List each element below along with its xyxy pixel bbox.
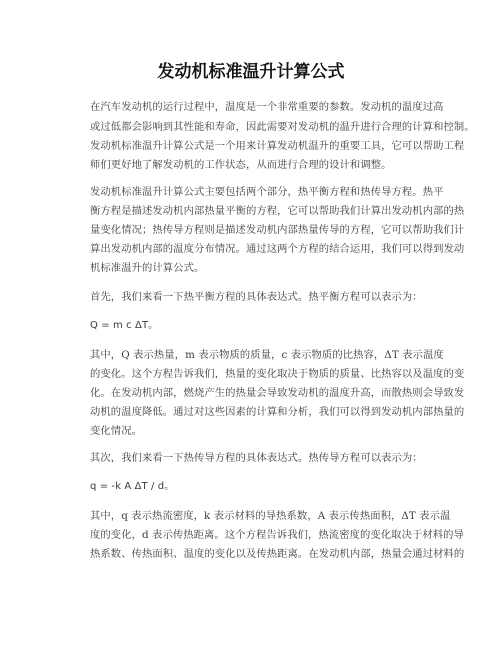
paragraph-line: 其中，q 表示热流密度，k 表示材料的导热系数，A 表示传热面积，ΔT 表示温	[90, 510, 451, 522]
paragraph-line: 变化情况。	[90, 425, 142, 437]
paragraph-line: 的变化。这个方程告诉我们，热量的变化取决于物质的质量、比热容以及温度的变	[90, 368, 465, 380]
paragraph-line: 动机的温度降低。通过对这些因素的计算和分析，我们可以得到发动机内部热量的	[90, 406, 465, 418]
paragraph-line: 或过低都会影响到其性能和寿命，因此需要对发动机的温升进行合理的计算和控制。	[90, 121, 475, 133]
formula-heat-balance: Q = m c ΔT。	[90, 320, 159, 331]
paragraph-line: 化。在发动机内部，燃烧产生的热量会导致发动机的温度升高，而散热则会导致发	[90, 387, 465, 399]
paragraph-line: 衡方程是描述发动机内部热量平衡的方程，它可以帮助我们计算出发动机内部的热	[90, 205, 465, 217]
paragraph-line: 机标准温升的计算公式。	[90, 262, 205, 274]
paragraph-line: 发动机标准温升计算公式主要包括两个部分，热平衡方程和热传导方程。热平	[90, 186, 444, 198]
formula-heat-conduction: q = -k A ΔT / d。	[90, 481, 175, 492]
paragraph-line: 发动机标准温升计算公式是一个用来计算发动机温升的重要工具，它可以帮助工程	[90, 140, 465, 152]
document-title: 发动机标准温升计算公式	[157, 62, 345, 82]
paragraph-line: 师们更好地了解发动机的工作状态，从而进行合理的设计和调整。	[90, 159, 392, 171]
paragraph-line: 在汽车发动机的运行过程中，温度是一个非常重要的参数。发动机的温度过高	[90, 101, 444, 113]
paragraph-line: 热系数、传热面积、温度的变化以及传热距离。在发动机内部，热量会通过材料的	[90, 548, 465, 560]
paragraph-line: 首先，我们来看一下热平衡方程的具体表达式。热平衡方程可以表示为：	[90, 291, 423, 303]
paragraph-line: 算出发动机内部的温度分布情况。通过这两个方程的结合运用，我们可以得到发动	[90, 243, 465, 255]
paragraph-line: 其次，我们来看一下热传导方程的具体表达式。热传导方程可以表示为：	[90, 452, 423, 464]
paragraph-line: 其中，Q 表示热量，m 表示物质的质量，c 表示物质的比热容，ΔT 表示温度	[90, 349, 444, 361]
paragraph-line: 度的变化，d 表示传热距离。这个方程告诉我们，热流密度的变化取决于材料的导	[90, 529, 464, 541]
paragraph-line: 量变化情况；热传导方程则是描述发动机内部热量传导的方程，它可以帮助我们计	[90, 224, 465, 236]
